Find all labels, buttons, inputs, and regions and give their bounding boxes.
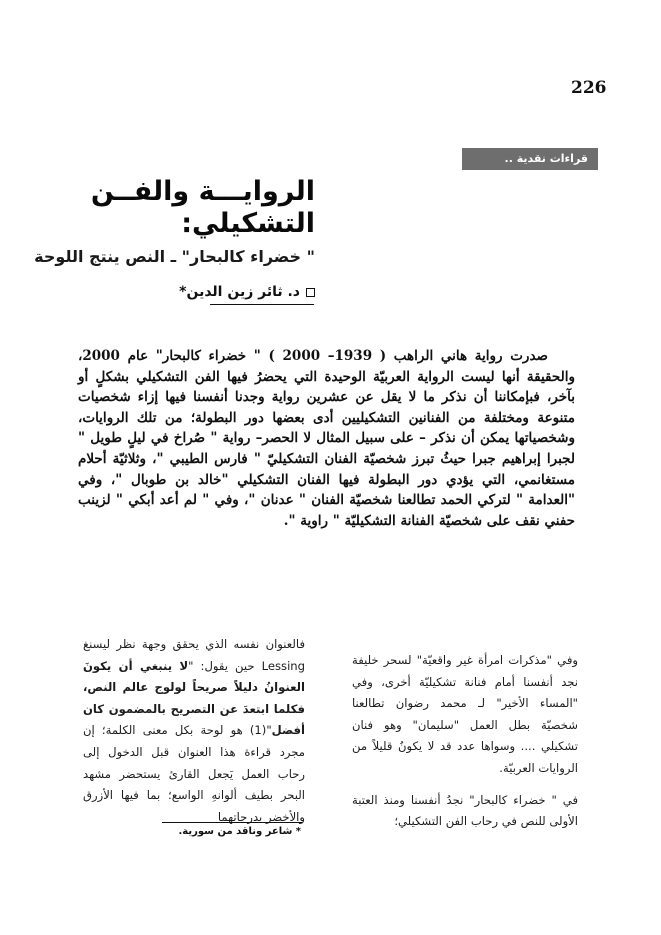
lessing-quote: لا ينبغي أن يكونَ العنوانُ دليلاً صريحاً لولوج عالم النص، فكلما ابتعدَ عن التصريح بالمضمون كان أفضل: [83, 658, 305, 738]
left-column-text-1: فالعنوان نفسه الذي يحقق وجهة نظر ليسنغ Lessing حين يقول: ": [83, 637, 306, 673]
intro-text: صدرت رواية هاني الراهب ( 1939– 2000 ) " خضراء كالبحار" عام 2000، والحقيقة أنها ليست الرواية العربيّة الوحيدة التي يحضرُ فيها الفن التشكيلي بشكلٍ أو بآخر، فبإمكاننا أن نذكر ما لا يقل عن عشرين رواية وجدنا أنفسنا فيها إزاء شخصيات متنوعة ومختلفة من الفنانين التشكيليين أدى بعضها دور البطولة؛ من تلك الروايات، وشخصياتها يمكن أن نذكر – على سبيل المثال لا الحصر– رواية " صُراخ في ليلٍ طويل " لجبرا إبراهيم جبرا حيثُ تبرز شخصيّة الفنان التشكيليّ " فارس الطيبي "، وثلاثيّة أحلام مستغانمي، التي يؤدي دور البطولة فيها الفنان التشكيلي "خالد بن طوبال "، وفي "العدامة " لتركي الحمد تطالعنا شخصيّة الفنان " عدنان "، وفي " لم أعد أبكي " لزينب حفني نقف على شخصيّة الفنانة التشكيليّة " راوية ".: [78, 348, 575, 529]
right-column: [352, 650, 578, 843]
left-column-paragraph: [83, 634, 305, 828]
left-column-text-2: "(1) هو لوحة بكل معنى الكلمة؛ إن مجرد قراءة هذا العنوان قبل الدخول إلى رحاب العمل يَجعل القارئ يستحضر مشهد البحر بطيف ألوانهِ الواسع؛ بما فيها الأزرق والأخضر بدرجاتهما: [83, 723, 305, 824]
right-column-paragraph-1: وفي "مذكرات امرأة غير واقعيّة" لسحر خليفة نجد أنفسنا أمام فنانة تشكيليّة أخرى، وفي "المساء الأخير" لـ محمد رضوان تطالعنا شخصيّة بطل العمل "سليمان" وهو فنان تشكيلي .... وسواها عدد قد لا يكونُ قليلاً من الروايات العربيّة.: [352, 653, 578, 775]
author-underline: [210, 304, 314, 305]
right-column-paragraph-2: في " خضراء كالبحار" نجدُ أنفسنا ومنذ العتبة الأولى للنص في رحاب الفن التشكيلي؛: [352, 792, 578, 829]
left-column: [83, 634, 305, 838]
section-label-tab: قراءات نقدية ..: [462, 148, 598, 170]
article-title-block: [25, 176, 315, 268]
intro-paragraph: [78, 346, 575, 531]
article-subtitle: " خضراء كالبحار" ـ النص ينتج اللوحة: [34, 247, 315, 266]
author-byline: [179, 284, 315, 300]
article-title-line-1: الروايـــة والفــن: [90, 176, 315, 207]
author-name: د. ثائر زين الدين*: [179, 284, 300, 300]
page-number: 226: [571, 78, 607, 98]
footnote: * شاعر وناقد من سورية.: [178, 826, 301, 837]
square-bullet-icon: [306, 288, 315, 297]
footnote-rule: [162, 822, 302, 823]
article-title-line-2: التشكيلي:: [181, 208, 315, 239]
